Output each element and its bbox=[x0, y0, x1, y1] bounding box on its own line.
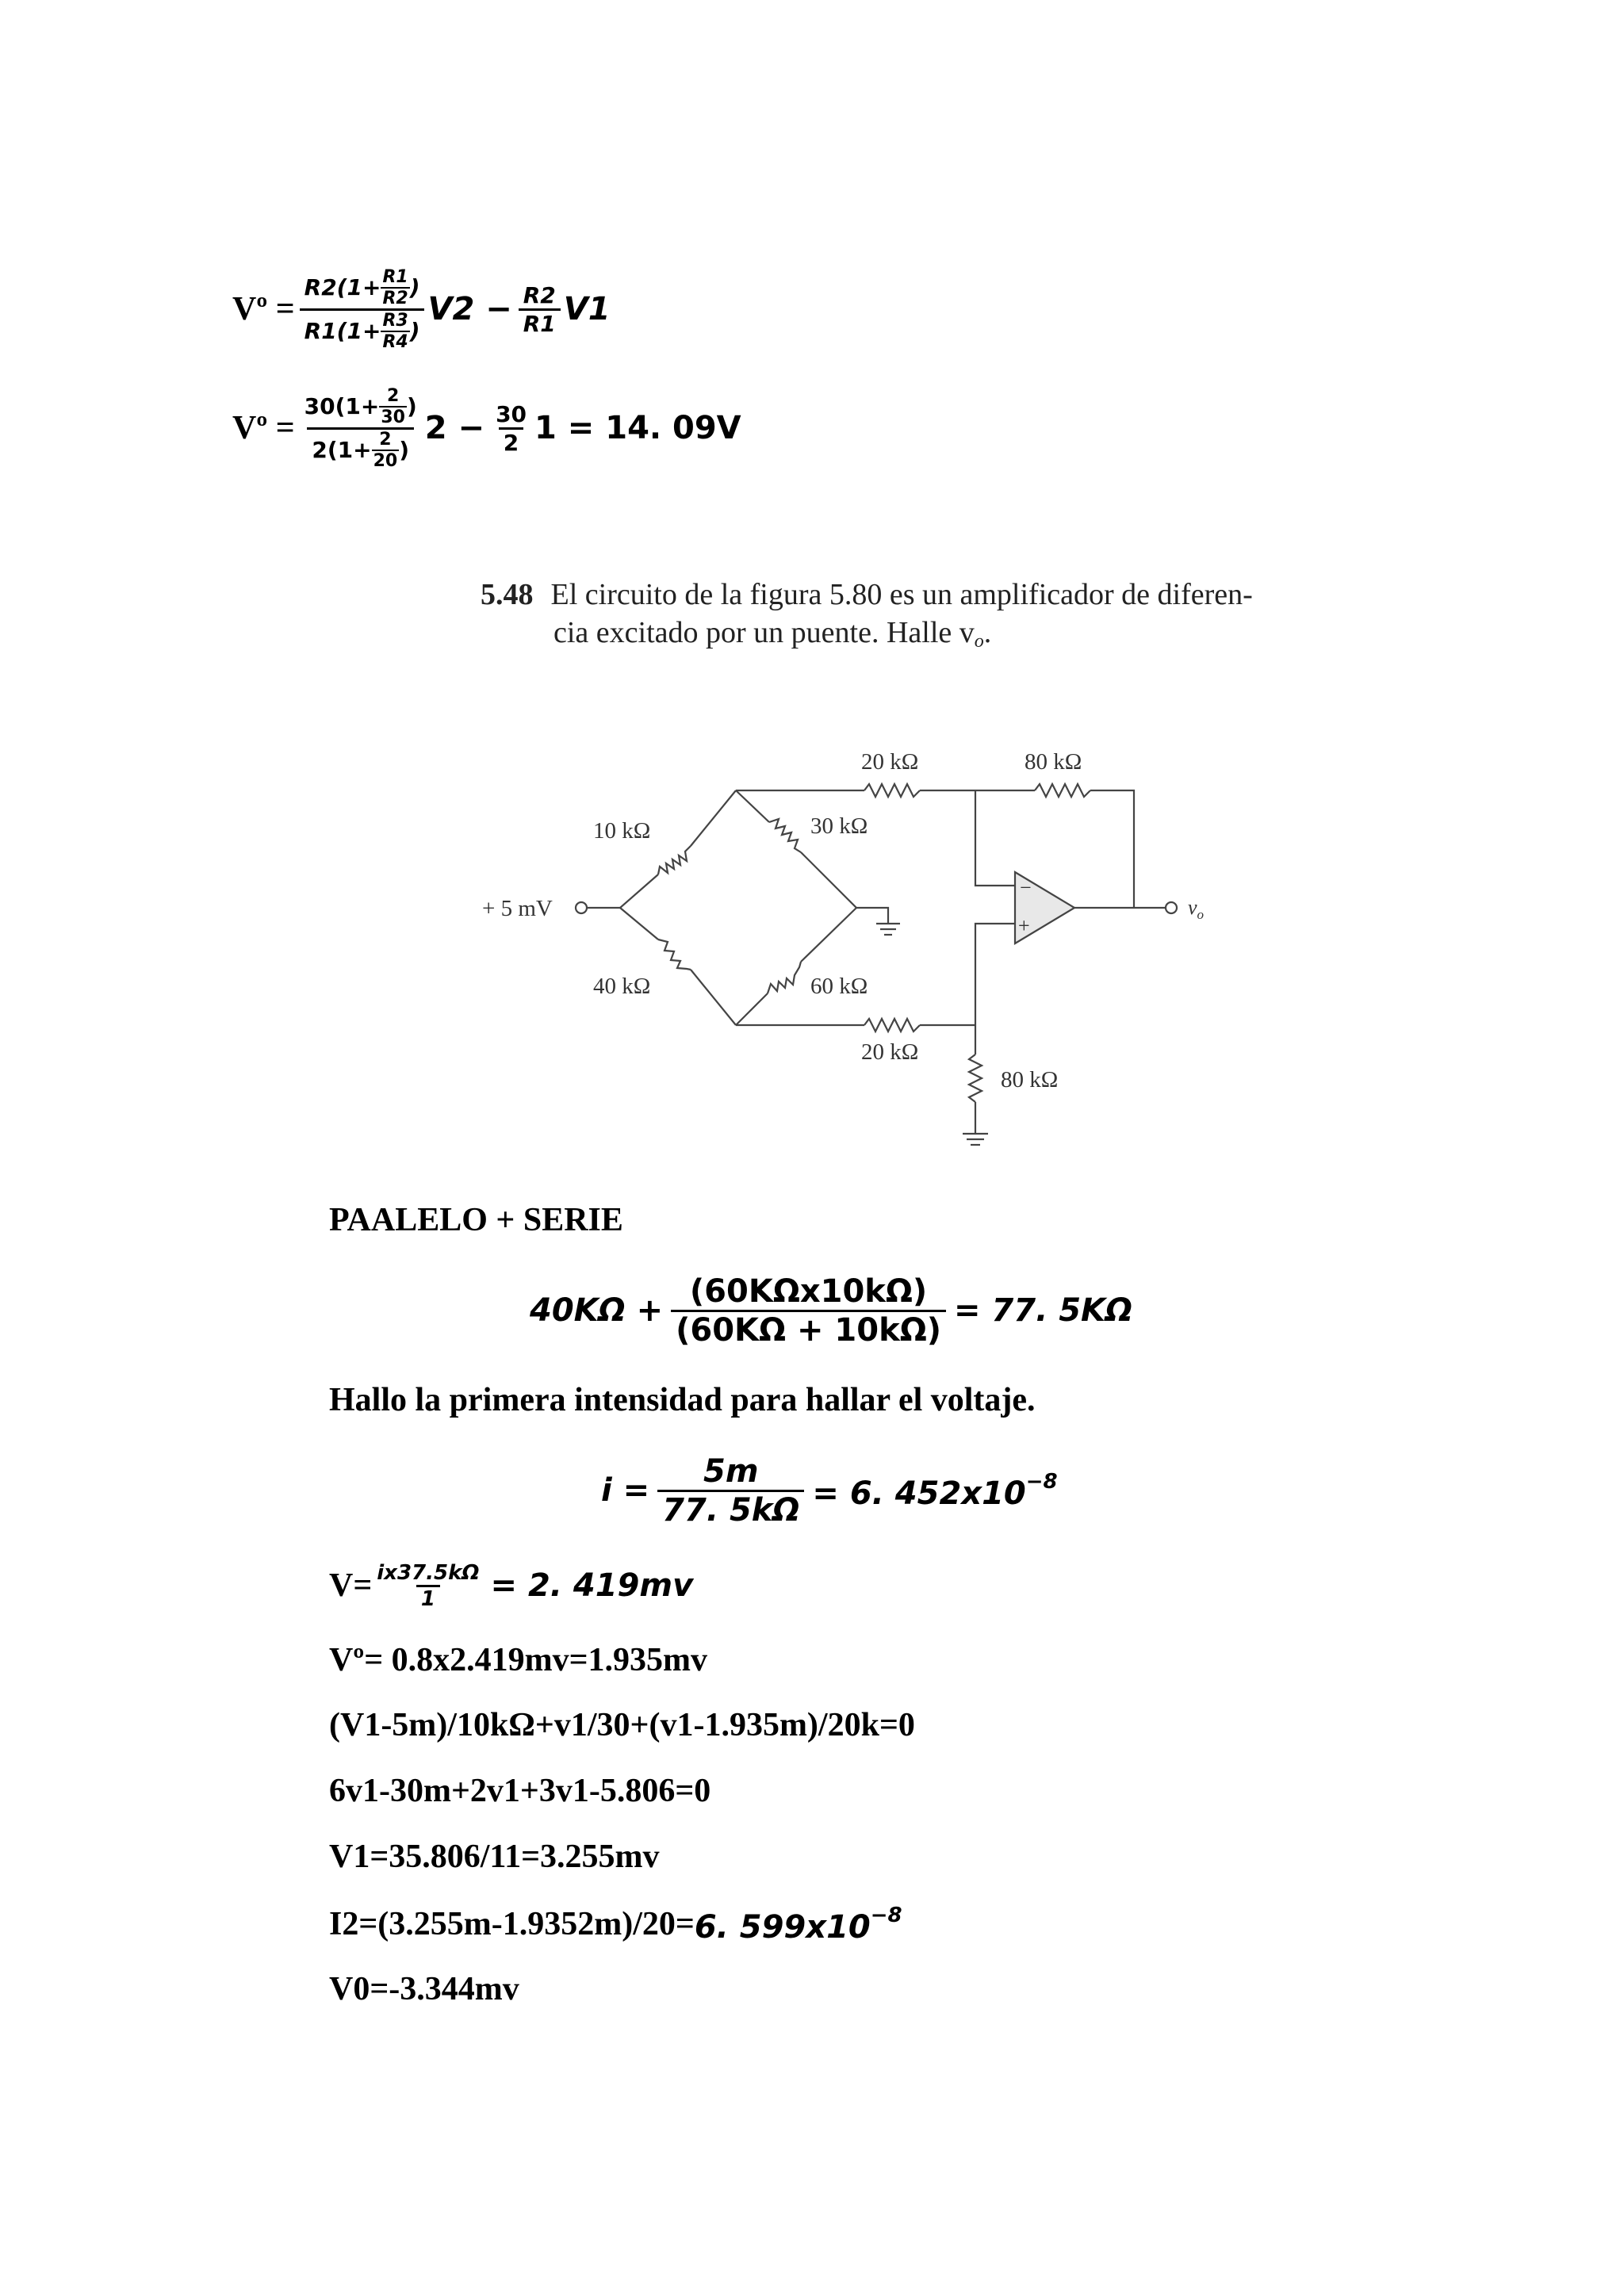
resistor-10k bbox=[658, 846, 691, 874]
label-80k-feedback: 80 kΩ bbox=[1025, 749, 1082, 775]
problem-line-1: El circuito de la figura 5.80 es un amplificador de diferen- bbox=[550, 578, 1253, 611]
label-60k: 60 kΩ bbox=[810, 974, 868, 999]
eq-parallel-rhs: = 77. 5KΩ bbox=[953, 1292, 1133, 1329]
formula-2-tail: 1 = 14. 09V bbox=[534, 410, 741, 446]
output-terminal bbox=[1166, 902, 1177, 913]
formula-1-lhs: Vº = bbox=[232, 291, 295, 327]
problem-line-2: cia excitado por un puente. Halle v bbox=[553, 616, 975, 649]
label-20k-bottom: 20 kΩ bbox=[861, 1039, 919, 1065]
eq-parallel-fraction: $\frac{\text{(60KΩx10kΩ)}}{(60K\Omega + 10k\Omega)}$ bbox=[671, 1273, 946, 1349]
resistor-20k-top bbox=[864, 784, 920, 797]
problem-number: 5.48 bbox=[481, 578, 534, 611]
eq-current-fraction: $\frac{5m}{77. 5k\Omega}$ bbox=[657, 1453, 804, 1529]
eq-current-lhs: i = bbox=[601, 1472, 650, 1509]
formula-2-mid: 2 − bbox=[424, 410, 485, 446]
eq-parallel-lhs: 40KΩ + bbox=[530, 1292, 664, 1329]
formula-1-fraction-2: $\frac{R2}{R1}$ bbox=[519, 282, 561, 337]
opamp-plus-sign: + bbox=[1018, 914, 1030, 937]
opamp-minus-sign: − bbox=[1020, 876, 1032, 899]
source-terminal bbox=[576, 902, 587, 913]
line-v1: V1=35.806/11=3.255mv bbox=[329, 1839, 660, 1875]
line-final: V0=-3.344mv bbox=[329, 1971, 519, 2007]
bridge-wires bbox=[587, 790, 1166, 1145]
label-40k: 40 kΩ bbox=[593, 974, 651, 999]
eq-current-rhs: = 6. $452x10^{-8}$ bbox=[812, 1469, 1058, 1512]
formula-1-mid: V2 − bbox=[427, 291, 512, 327]
eq-voltage-rhs: = 2. 419mv bbox=[490, 1567, 694, 1604]
eq-voltage-fraction: $\frac{ix37.5k\Omega}{1}$ bbox=[377, 1560, 480, 1611]
line-simplified: 6v1-30m+2v1+3v1-5.806=0 bbox=[329, 1773, 711, 1809]
formula-1 bbox=[232, 254, 611, 365]
label-20k-top: 20 kΩ bbox=[861, 749, 919, 775]
formula-2-fraction-2: $\frac{30}{2}$ bbox=[496, 400, 527, 456]
line-vo: Vº= 0.8x2.419mv=1.935mv bbox=[329, 1642, 708, 1678]
label-output: $v_o$ bbox=[1188, 896, 1205, 922]
resistor-80k-ground bbox=[969, 1054, 982, 1102]
eq-voltage-lhs: V= bbox=[329, 1567, 373, 1604]
label-10k: 10 kΩ bbox=[593, 818, 651, 844]
resistor-80k-feedback bbox=[1035, 784, 1090, 797]
formula-2-lhs: Vº = bbox=[232, 410, 295, 446]
eq-voltage bbox=[329, 1546, 693, 1625]
problem-statement: 5.48 El circuito de la figura 5.80 es un amplificador de diferen- cia excitado por un puente. Halle vo. bbox=[481, 578, 1253, 652]
label-80k-ground: 80 kΩ bbox=[1001, 1067, 1059, 1093]
resistor-60k bbox=[768, 962, 801, 993]
formula-1-main-fraction: R2(1+ $\frac{R1}{R2}$ ) R1(1+ $\frac{R3}{R4}$ ) bbox=[300, 267, 425, 352]
formula-1-tail: V1 bbox=[563, 291, 611, 327]
eq-current bbox=[601, 1439, 1058, 1542]
label-source: + 5 mV bbox=[482, 896, 553, 921]
eq-parallel bbox=[530, 1259, 1132, 1362]
resistor-30k bbox=[769, 819, 801, 852]
sentence-current: Hallo la primera intensidad para hallar el voltaje. bbox=[329, 1382, 1036, 1418]
line-node-equation: (V1-5m)/10kΩ+v1/30+(v1-1.935m)/20k=0 bbox=[329, 1707, 915, 1743]
heading-parallel-series: PAALELO + SERIE bbox=[329, 1202, 623, 1238]
resistor-40k bbox=[658, 939, 691, 970]
formula-2 bbox=[232, 373, 741, 484]
line-i2: I2=(3.255m-1.9352m)/20= 6. $599x10^{-8}$ bbox=[329, 1903, 902, 1946]
label-30k: 30 kΩ bbox=[810, 813, 868, 839]
formula-2-main-fraction: 30(1+ $\frac{2}{30}$ ) 2(1+ $\frac{2}{20}$ ) bbox=[304, 385, 417, 471]
resistor-20k-bottom bbox=[864, 1019, 920, 1031]
circuit-diagram bbox=[468, 729, 1245, 1173]
